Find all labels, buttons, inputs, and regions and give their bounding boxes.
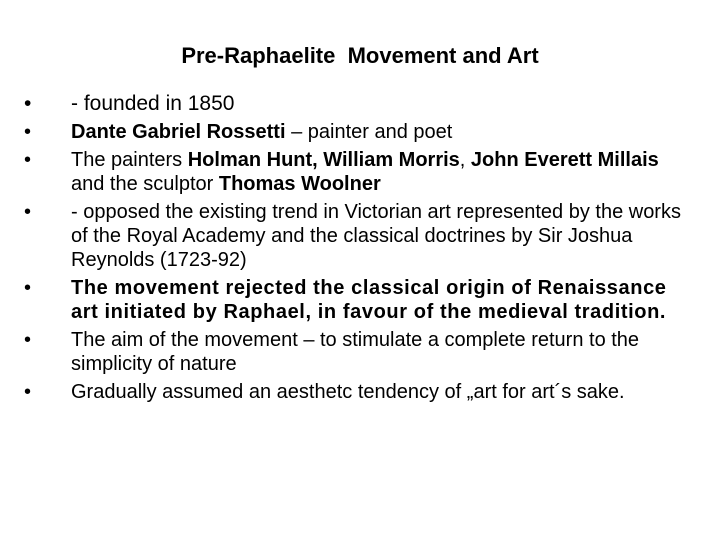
bullet-icon: • <box>24 381 32 403</box>
bullet-list <box>24 92 684 404</box>
bullet-icon: • <box>24 121 32 143</box>
bullet-text: and the sculptor <box>71 173 219 195</box>
bullet-text-bold: Thomas Woolner <box>218 173 381 195</box>
slide-title: Pre-Raphaelite Movement and Art <box>181 43 539 68</box>
bullet-icon: • <box>24 201 32 223</box>
bullet-text: - founded in 1850 <box>71 92 235 115</box>
bullet-item-founded <box>24 92 684 116</box>
bullet-icon: • <box>24 149 32 171</box>
bullet-icon: • <box>24 329 32 351</box>
bullet-text: - opposed the existing trend in Victorian art represented by the works of the Royal Academy and the classical doctrines by Sir Joshua Reynolds (1723-92) <box>71 201 681 271</box>
bullet-text: The aim of the movement – to stimulate a complete return to the simplicity of nature <box>71 329 640 375</box>
bullet-text: , <box>459 149 471 171</box>
bullet-item-aim <box>24 328 684 376</box>
bullet-text-bold: The movement rejected the classical origin of Renaissance art initiated by Raphael, in favour of the medieval tradition. <box>71 277 667 323</box>
bullet-item-rossetti <box>24 120 684 144</box>
bullet-icon: • <box>24 92 32 115</box>
bullet-icon: • <box>24 277 32 299</box>
bullet-text: The painters <box>71 149 188 171</box>
bullet-text-bold: Dante Gabriel Rossetti <box>71 121 286 143</box>
bullet-item-aesthetic <box>24 380 684 404</box>
bullet-item-rejected <box>24 276 684 324</box>
bullet-item-opposed <box>24 200 684 272</box>
bullet-text-bold: Holman Hunt, William Morris <box>187 149 460 171</box>
bullet-item-painters <box>24 148 684 196</box>
bullet-text-bold: John Everett Millais <box>470 149 659 171</box>
bullet-text: – painter and poet <box>285 121 453 143</box>
bullet-text: Gradually assumed an aesthetc tendency of „art for art´s sake. <box>71 381 625 403</box>
